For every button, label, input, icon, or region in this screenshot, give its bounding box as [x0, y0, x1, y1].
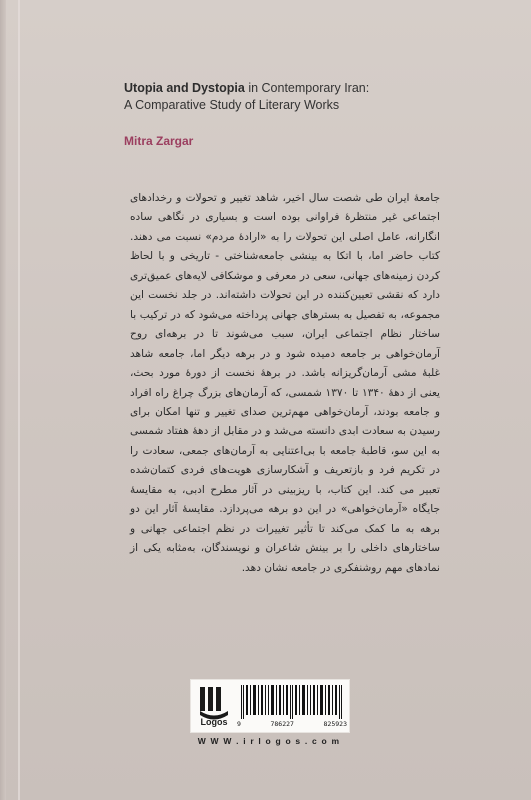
- book-description: جامعهٔ ایران طی شصت سال اخیر، شاهد تغییر و تحولات و رخدادهای اجتماعی غیر منتظرهٔ فراوانی بوده است و بسیاری در نگاهی ساده انگارانه، عامل اصلی این تحولات را به «ارادهٔ مردم» نسبت می دهند. کتاب حاضر اما، با اتکا به بینشی جامعه‌شناختی - تاریخی و با لحاظ کردن زمینه‌های جهانی، سعی در معرفی و موشکافی لایه‌های عمیق‌تری دارد که نقشی تعیین‌کننده در این تحولات داشته‌اند. در جلد نخست این مجموعه، به تفصیل به بسترهای جهانی پرداخته می‌شود که در ترکیب با ساختار نظام اجتماعی ایران، سبب می‌شوند تا در برهه‌ای روح آرمان‌خواهی بر جامعه دمیده شود و در برهه دیگر اما، جامعه شاهد غلبهٔ مشی آرمان‌گریزانه باشد. در برههٔ نخست از دورهٔ مورد بحث، یعنی از دههٔ ۱۳۴۰ تا ۱۳۷۰ شمسی، که آرمان‌های بزرگ چراغ راه افراد و جامعه بودند، آرمان‌خواهی مهم‌ترین صدای تغییر و تنها امکان برای رسیدن به سعادت ابدی دانسته می‌شد و در مقابل از دههٔ هفتاد شمسی به این سو، قاطبهٔ جامعه با بی‌اعتنایی به آرمان‌های جمعی، سعادت را در تکریم فرد و بازتعریف و آشکارسازی هویت‌های فردی کتمان‌شده تعبیر می کند. این کتاب، با ریزبینی در آثار مطرح ادبی، به مقایسهٔ جایگاه «آرمان‌خواهی» در این دو برهه می‌پردازد. مقایسهٔ آثار این دو برهه به ما کمک می‌کند تا تأثیر تغییرات در نظم اجتماعی جهانی و ساختارهای داخلی را بر بینش شاعران و نویسندگان، به‌مثابه یکی از نمادهای مهم روشنفکری در جامعه نشان دهد.: [130, 192, 441, 574]
- barcode-panel: [190, 679, 350, 733]
- author-name: Mitra Zargar: [124, 134, 194, 148]
- title-regular-part: in Contemporary Iran:: [244, 81, 370, 95]
- barcode-digits: [237, 720, 347, 728]
- cover-spine-edge: [0, 0, 6, 800]
- publisher-website: W W W . i r l o g o s . c o m: [197, 736, 341, 746]
- barcode-group-1: 786227: [270, 720, 294, 728]
- title-block: [124, 80, 484, 114]
- title-bold-part: Utopia and Dystopia: [124, 81, 245, 95]
- book-title: [124, 80, 484, 97]
- publisher-logo-label: Logos: [200, 717, 228, 727]
- isbn-barcode: [239, 685, 343, 719]
- book-subtitle: A Comparative Study of Literary Works: [124, 98, 340, 112]
- barcode-digit-first: 9: [237, 720, 241, 728]
- barcode-group-2: 825923: [323, 720, 347, 728]
- cover-fold-line: [18, 0, 20, 800]
